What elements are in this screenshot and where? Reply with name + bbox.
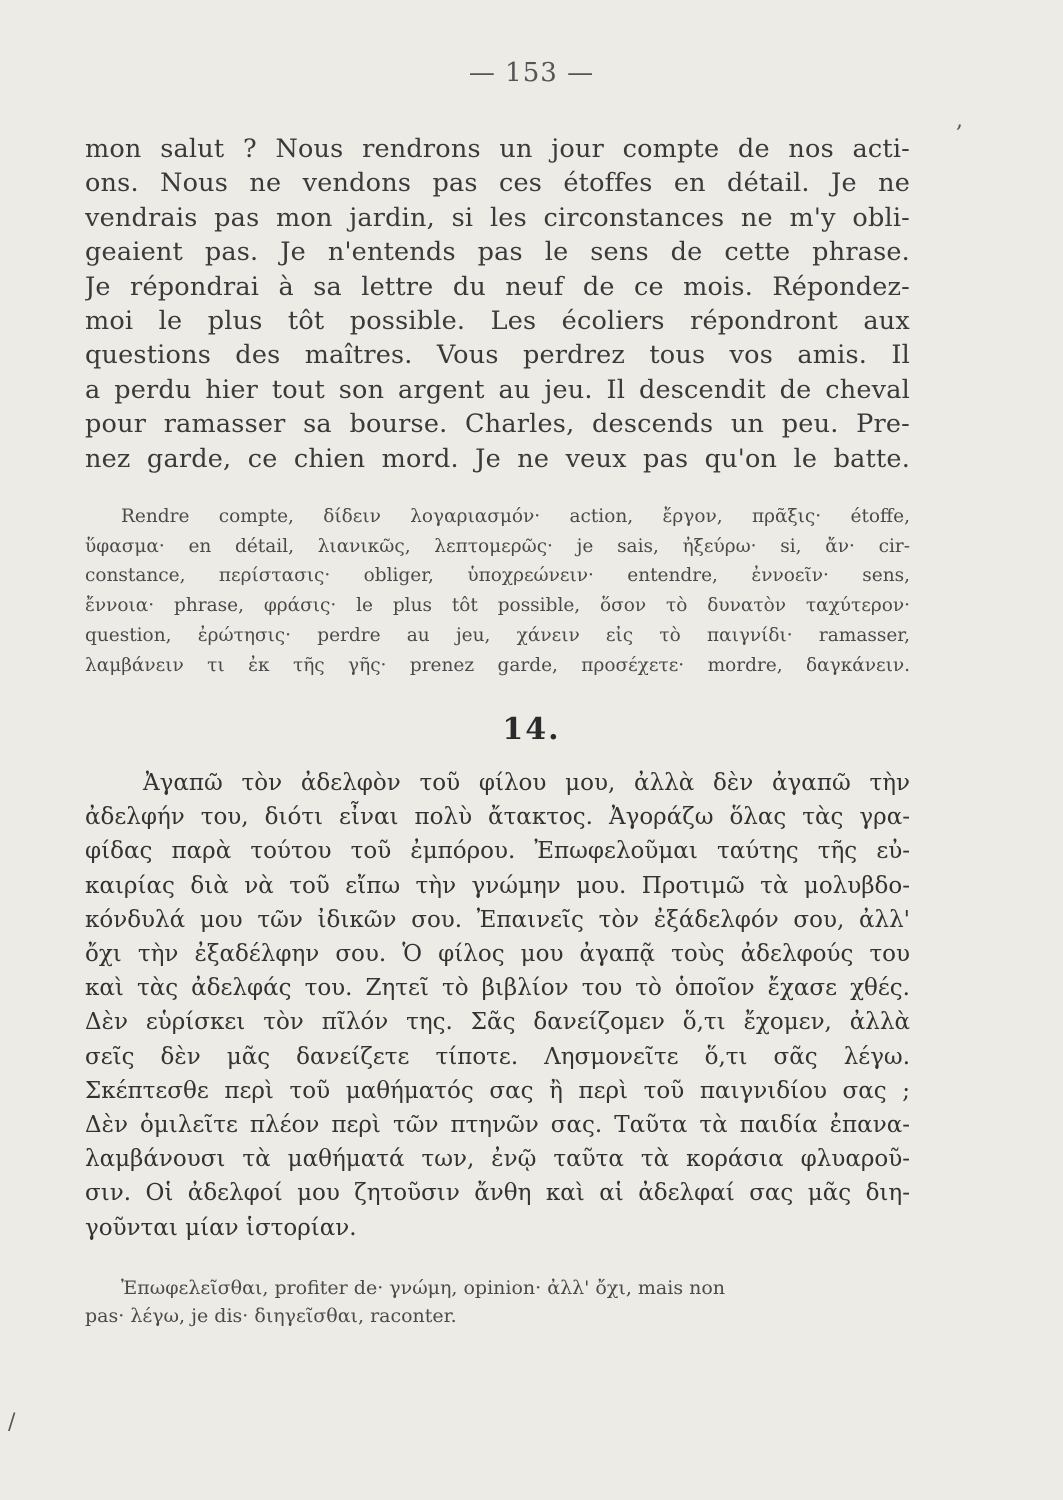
vocab-line: question, ἐρώτησις· perdre au jeu, χάνειν εἰς τὸ παιγνίδι· ramasser, <box>85 624 910 646</box>
text-line: ὄχι τὴν ἐξαδέλφην σου. Ὁ φίλος μου ἀγαπᾷ τοὺς ἀδελφούς του <box>85 941 910 968</box>
text-line: nez garde, ce chien mord. Je ne veux pas qu'on le batte. <box>85 443 910 474</box>
text-line: Δὲν εὑρίσκει τὸν πῖλόν της. Σᾶς δανείζομεν ὅ,τι ἔχομεν, ἀλλὰ <box>85 1009 910 1036</box>
text-line: φίδας παρὰ τούτου τοῦ ἐμπόρου. Ἐπωφελοῦμαι ταύτης τῆς εὐ- <box>85 838 910 865</box>
text-line: καιρίας διὰ νὰ τοῦ εἴπω τὴν γνώμην μου. Προτιμῶ τὰ μολυβδο- <box>85 872 910 899</box>
french-exercise-text <box>85 132 910 476</box>
text-line: moi le plus tôt possible. Les écoliers répondront aux <box>85 306 910 337</box>
vocab-line: ἔννοια· phrase, φράσις· le plus tôt possible, ὅσον τὸ δυνατὸν ταχύτερον· <box>85 595 910 617</box>
text-line: κόνδυλά μου τῶν ἰδικῶν σου. Ἐπαινεῖς τὸν ἐξάδελφόν σου, ἀλλ' <box>85 906 910 933</box>
text-line: Je répondrai à sa lettre du neuf de ce mois. Répondez- <box>85 271 910 302</box>
text-line: mon salut ? Nous rendrons un jour compte de nos acti- <box>85 134 910 164</box>
section-number: 14. <box>502 712 561 747</box>
vocab-line: constance, περίστασις· obliger, ὑποχρεώνειν· entendre, ἐννοεῖν· sens, <box>85 565 910 587</box>
text-line: γοῦνται μίαν ἱστορίαν. <box>85 1214 357 1241</box>
vocab-line: Rendre compte, δίδειν λογαριασμόν· action, ἔργον, πρᾶξις· étoffe, <box>121 506 910 527</box>
text-line: σεῖς δὲν μᾶς δανείζετε τίποτε. Λησμονεῖτε ὅ,τι σᾶς λέγω. <box>85 1043 910 1070</box>
text-line: Δὲν ὁμιλεῖτε πλέον περὶ τῶν πτηνῶν σας. Ταῦτα τὰ παιδία ἐπανα- <box>85 1112 910 1139</box>
note-line: Ἐπωφελεῖσθαι, profiter de· γνώμη, opinion· ἀλλ' ὄχι, mais non <box>121 1277 726 1299</box>
vocabulary-notes <box>85 502 910 680</box>
text-line: ons. Nous ne vendons pas ces étoffes en détail. Je ne <box>85 168 910 199</box>
text-line: vendrais pas mon jardin, si les circonstances ne m'y obli- <box>85 202 910 233</box>
vocab-line: ὕφασμα· en détail, λιανικῶς, λεπτομερῶς· je sais, ἠξεύρω· si, ἄν· cir- <box>85 535 910 557</box>
text-line: καὶ τὰς ἀδελφάς του. Ζητεῖ τὸ βιβλίον του τὸ ὁποῖον ἔχασε χθές. <box>85 975 910 1002</box>
text-line: ἀδελφήν του, διότι εἶναι πολὺ ἄτακτος. Ἀγοράζω ὅλας τὰς γρα- <box>85 804 910 831</box>
text-line: λαμβάνουσι τὰ μαθήματά των, ἐνῷ ταῦτα τὰ κοράσια φλυαροῦ- <box>85 1146 910 1173</box>
margin-mark: , <box>956 108 963 133</box>
text-line: pour ramasser sa bourse. Charles, descends un peu. Pre- <box>85 409 910 440</box>
note-line: pas· λέγω, je dis· διηγεῖσθαι, raconter. <box>85 1305 457 1327</box>
footnotes <box>85 1274 910 1330</box>
text-line: geaient pas. Je n'entends pas le sens de cette phrase. <box>85 237 910 268</box>
text-line: Σκέπτεσθε περὶ τοῦ μαθήματός σας ἢ περὶ τοῦ παιγνιδίου σας ; <box>85 1077 910 1104</box>
greek-exercise-text <box>85 766 910 1245</box>
text-line: a perdu hier tout son argent au jeu. Il descendit de cheval <box>85 374 910 405</box>
text-line: questions des maîtres. Vous perdrez tous vos amis. Il <box>85 340 910 371</box>
page-number: — 153 — <box>468 58 595 88</box>
text-line: Ἀγαπῶ τὸν ἀδελφὸν τοῦ φίλου μου, ἀλλὰ δὲν ἀγαπῶ τὴν <box>143 770 910 796</box>
vocab-line: λαμβάνειν τι ἐκ τῆς γῆς· prenez garde, προσέχετε· mordre, δαγκάνειν. <box>85 654 910 676</box>
margin-mark: / <box>8 1410 16 1435</box>
text-line: σιν. Οἱ ἀδελφοί μου ζητοῦσιν ἄνθη καὶ αἱ ἀδελφαί σας μᾶς διη- <box>85 1180 910 1207</box>
